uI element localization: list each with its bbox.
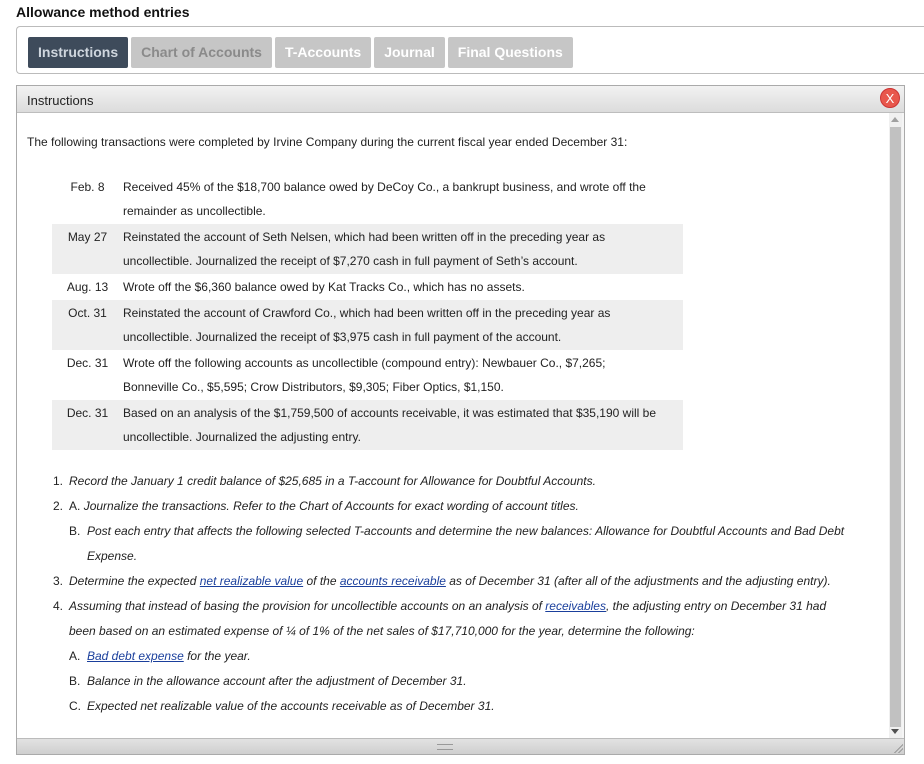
accounts-receivable-link[interactable]: accounts receivable [339,574,446,588]
text-segment: , the adjusting entry on December 31 had been based on an estimated expense of ¼ of 1% of the net sales of $17,710,000 for the year, determine the following: [69,599,827,638]
close-button[interactable]: X [880,88,900,108]
panel-content [17,113,890,738]
question-4b [69,669,853,694]
transaction-row [52,400,683,450]
transaction-text: Based on an analysis of the $1,759,500 of accounts receivable, it was estimated that $35,190 will be uncollectible. Journalized the adjusting entry. [123,400,683,450]
question-2b [69,519,853,569]
tab-journal[interactable]: Journal [374,37,445,68]
text-segment: Determine the expected [69,574,200,588]
sub-label: B. [69,524,81,538]
question-4 [53,594,853,644]
question-number: 2. [53,499,64,513]
question-text [69,594,853,644]
receivables-link[interactable]: receivables [545,599,606,613]
question-2a [69,494,853,519]
page-title: Allowance method entries [16,4,190,20]
question-text [87,644,853,669]
tab-instructions[interactable]: Instructions [28,37,128,68]
transactions-table [52,174,683,450]
transaction-date: Oct. 31 [52,300,123,350]
tab-bar [16,26,924,74]
transaction-row [52,224,683,274]
tab-t-accounts[interactable]: T-Accounts [275,37,371,68]
transaction-row [52,300,683,350]
question-text: Balance in the allowance account after the adjustment of December 31. [87,674,467,688]
transaction-text: Wrote off the $6,360 balance owed by Kat Tracks Co., which has no assets. [123,280,525,294]
instructions-panel [16,85,905,755]
resize-grip-icon[interactable] [437,744,453,750]
text-segment: of the [303,574,340,588]
question-4c [69,694,853,719]
transaction-row [52,350,683,400]
transaction-date: Feb. 8 [70,180,105,194]
question-text: Post each entry that affects the following selected T-accounts and determine the new balances: Allowance for Doubtful Accounts and Bad Debt Expense. [87,524,845,563]
scrollbar-thumb[interactable] [890,127,901,727]
transaction-row [52,274,683,300]
panel-header [17,86,904,113]
scroll-up-arrow-icon[interactable] [891,117,899,122]
transaction-text: Reinstated the account of Crawford Co., which had been written off in the preceding year as uncollectible. Journalized the receipt of $3,975 cash in full payment of the account. [123,300,683,350]
tab-chart-of-accounts[interactable]: Chart of Accounts [131,37,272,68]
question-3 [53,569,853,594]
question-number: 4. [53,599,64,613]
questions-list [53,469,853,719]
vertical-scrollbar[interactable] [889,113,902,738]
sub-label: C. [69,699,81,713]
question-4a [69,644,853,669]
transaction-text: Received 45% of the $18,700 balance owed by DeCoy Co., a bankrupt business, and wrote off the remainder as uncollectible. [123,180,646,218]
question-text: Expected net realizable value of the accounts receivable as of December 31. [87,699,495,713]
net-realizable-value-link[interactable]: net realizable value [199,574,304,588]
transaction-row [52,174,683,224]
question-number: 1. [53,474,64,488]
text-segment: as of December 31 (after all of the adjustments and the adjusting entry). [445,574,831,588]
transaction-text: Reinstated the account of Seth Nelsen, which had been written off in the preceding year as uncollectible. Journalized the receipt of $7,270 cash in full payment of Seth’s account. [123,224,683,274]
question-text: Journalize the transactions. Refer to the Chart of Accounts for exact wording of account titles. [83,499,579,513]
tabs [28,37,573,68]
question-1 [53,469,853,494]
text-segment: Assuming that instead of basing the provision for uncollectible accounts on an analysis of [69,599,546,613]
question-2 [53,494,853,519]
question-number: 3. [53,574,64,588]
panel-title: Instructions [27,93,94,108]
sub-label: A. [69,649,81,663]
panel-footer [17,738,904,754]
text-segment: for the year. [183,649,251,663]
sub-label: A. [69,499,81,513]
transaction-text: Wrote off the following accounts as uncollectible (compound entry): Newbauer Co., $7,265; Bonneville Co., $5,595; Crow Distributors, $9,305; Fiber Optics, $1,150. [123,356,606,394]
question-text: Record the January 1 credit balance of $25,685 in a T-account for Allowance for Doubtful Accounts. [69,474,596,488]
resize-corner-icon[interactable] [893,743,903,753]
transaction-date: Dec. 31 [66,356,109,370]
transaction-date: Aug. 13 [66,280,109,294]
question-text [69,569,853,594]
transaction-date: May 27 [52,224,123,274]
bad-debt-expense-link[interactable]: Bad debt expense [87,649,184,663]
sub-label: B. [69,674,81,688]
scroll-down-arrow-icon[interactable] [891,729,899,734]
tab-final-questions[interactable]: Final Questions [448,37,573,68]
transaction-date: Dec. 31 [52,400,123,450]
intro-text: The following transactions were completed by Irvine Company during the current fiscal year ended December 31: [27,135,628,149]
